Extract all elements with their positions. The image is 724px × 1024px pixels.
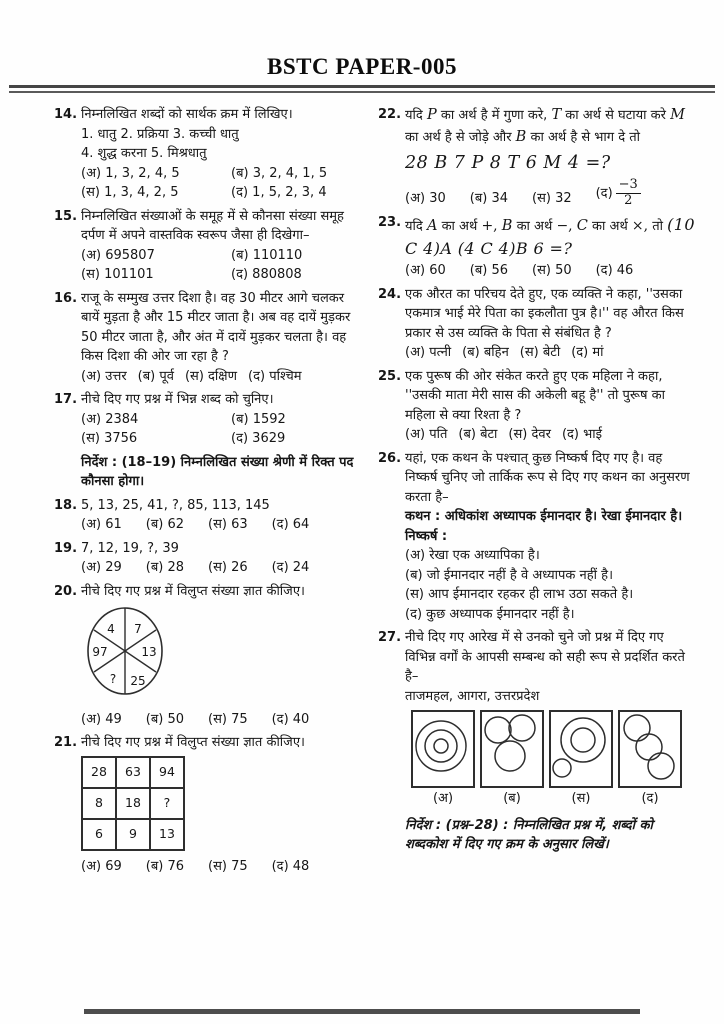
question-text: एक औरत का परिचय देते हुए, एक व्यक्ति ने कहा, ''उसका एकमात्र भाई मेरे पिता का इकलौता पुत्र है।'' वह औरत किस प्रकार से उस व्यक्ति के पिता से संबंधित है ? <box>405 286 684 341</box>
question-number: 22. <box>378 107 402 122</box>
question-number: 25. <box>378 368 402 384</box>
question-22 <box>378 105 696 209</box>
grid-cell: 63 <box>116 757 150 788</box>
header-rule <box>9 85 715 93</box>
question-text <box>405 213 696 262</box>
question-text: नीचे दिए गए प्रश्न में विलुप्त संख्या ज्ञात कीजिए। <box>81 735 305 750</box>
text-segment: का अर्थ है से भाग दे तो <box>530 129 641 145</box>
option-b: (ब) 56 <box>469 263 508 279</box>
option-b: (ब) 1592 <box>231 411 286 427</box>
question-body <box>405 213 696 281</box>
grid-cell: 18 <box>116 788 150 819</box>
question-body <box>81 539 360 578</box>
option-b: (ब) 28 <box>145 560 184 575</box>
question-15 <box>54 207 360 285</box>
question-text: राजू के सम्मुख उत्तर दिशा है। वह 30 मीटर आगे चलकर बायें मुड़ता है और 15 मीटर जाता है। अब वह दायें मुड़कर 50 मीटर जाता है, और अंत में दायें मुड़कर चलता है। वह किस दिशा की ओर जा रहा है ? <box>81 290 351 364</box>
question-text: निम्नलिखित संख्याओं के समूह में से कौनसा संख्या समूह दर्पण में अपने वास्तविक स्वरूप जैसा ही दिखेगा– <box>81 208 344 243</box>
text-segment: का अर्थ <box>516 218 553 234</box>
option-c: (स) 26 <box>208 560 248 575</box>
option-a: (अ) उत्तर <box>81 368 127 384</box>
number-grid <box>81 756 185 851</box>
grid-cell: 94 <box>150 757 184 788</box>
text-segment: का अर्थ से घटाया करे <box>565 108 666 123</box>
math-variable: A <box>426 217 438 234</box>
conclusion-label: निष्कर्ष : <box>405 528 448 544</box>
option-c: (स) 75 <box>208 858 248 874</box>
option-a: (अ) 61 <box>81 517 122 532</box>
options <box>81 367 360 387</box>
question-body <box>405 285 696 363</box>
option-a: (अ) पत्नी <box>405 345 452 361</box>
question-number: 27. <box>378 630 402 646</box>
text-segment: का अर्थ है से जोड़े और <box>405 129 512 145</box>
text-segment: का अर्थ <box>441 218 478 234</box>
right-column <box>378 105 696 880</box>
number-series: 5, 13, 25, 41, ?, 85, 113, 145 <box>81 497 270 513</box>
set-names: ताजमहल, आगरा, उत्तरप्रदेश <box>405 688 540 704</box>
directions-18-19: निर्देश : (18–19) निम्नलिखित संख्या श्रेणी में रिक्त पद कौनसा होगा। <box>81 454 354 489</box>
option-a: (अ) पति <box>405 427 448 443</box>
circle-in-circle-plus-separate-icon <box>551 712 607 782</box>
fraction-numerator: −3 <box>616 178 641 194</box>
question-number: 14. <box>54 107 78 122</box>
option-d: (द) 48 <box>271 858 310 874</box>
question-number: 21. <box>54 735 78 750</box>
option-d: (द) 3629 <box>231 431 286 446</box>
question-body <box>405 628 696 812</box>
grid-cell: 13 <box>150 819 184 850</box>
bottom-rule <box>84 1009 640 1014</box>
question-23 <box>378 213 696 281</box>
options <box>81 164 360 203</box>
venn-label-a: (अ) <box>432 791 454 807</box>
question-number: 23. <box>378 214 402 230</box>
grid-cell: 28 <box>82 757 116 788</box>
options <box>81 857 360 877</box>
venn-option-a <box>411 710 475 788</box>
question-18 <box>54 496 360 535</box>
options <box>405 261 696 281</box>
question-26 <box>378 449 696 625</box>
option-d: (द) पश्चिम <box>248 368 302 384</box>
number-series: 7, 12, 19, ?, 39 <box>81 540 179 556</box>
page-title: BSTC PAPER-005 <box>267 54 457 79</box>
fraction-denominator: 2 <box>624 192 633 208</box>
option-b: (ब) 34 <box>469 191 508 207</box>
option-b: (ब) 110110 <box>231 247 303 263</box>
option-c: (स) 3756 <box>81 431 138 446</box>
option-c: (स) बेटी <box>519 345 561 361</box>
option-a: (अ) 2384 <box>81 411 139 427</box>
grid-cell: 9 <box>116 819 150 850</box>
option-b: (ब) 50 <box>145 711 184 727</box>
math-variable: C <box>576 217 588 234</box>
option-b: (ब) पूर्व <box>137 368 174 384</box>
question-body <box>405 449 696 625</box>
question-body <box>81 390 360 449</box>
option-c: (स) 63 <box>208 517 248 532</box>
option-b: (ब) बहिन <box>462 345 509 361</box>
text-segment: यदि <box>405 218 423 234</box>
concentric-circles-icon <box>413 712 469 782</box>
option-a: (अ) 69 <box>81 858 122 874</box>
math-symbol: +, <box>481 217 498 234</box>
options <box>81 515 360 535</box>
word-list-line: 4. शुद्ध करना 5. मिश्रधातु <box>81 146 207 161</box>
question-body <box>81 733 360 876</box>
question-body <box>81 582 360 730</box>
sector-value: 97 <box>92 645 108 659</box>
option-a: (अ) 60 <box>405 263 446 279</box>
question-number: 26. <box>378 450 402 466</box>
text-segment: तो <box>652 218 664 234</box>
option-d: (द) 24 <box>271 560 310 575</box>
sector-value: ? <box>109 672 117 686</box>
equation: (10 C 4)A (4 C 4)B 6 =? <box>405 214 695 259</box>
equation: 28 B 7 P 8 T 6 M 4 =? <box>405 152 611 173</box>
question-21 <box>54 733 360 876</box>
question-text: नीचे दिए गए प्रश्न में भिन्न शब्द को चुनिए। <box>81 392 274 407</box>
option-c: (स) 50 <box>532 263 572 279</box>
statement: कथन : अधिकांश अध्यापक ईमानदार है। रेखा ईमानदार है। <box>405 509 683 525</box>
sector-value: 25 <box>130 674 146 688</box>
question-number: 18. <box>54 497 78 513</box>
option-d-label: (द) <box>595 185 613 201</box>
text-segment: यदि <box>405 108 423 123</box>
sectored-circle-icon <box>75 604 175 699</box>
chained-overlapping-circles-icon <box>620 712 676 782</box>
options <box>405 343 696 363</box>
question-number: 20. <box>54 583 78 599</box>
math-variable: B <box>515 128 527 145</box>
venn-option-b <box>480 710 544 788</box>
venn-label-c: (स) <box>571 791 591 807</box>
question-text: नीचे दिए गए आरेख में से उनको चुने जो प्रश्न में दिए गए विभिन्न वर्गों के आपसी सम्बन्ध को सही रूप से प्रदर्शित करते है– <box>405 630 685 685</box>
option-a: (अ) 695807 <box>81 247 155 263</box>
question-19 <box>54 539 360 578</box>
venn-label-b: (ब) <box>503 791 521 807</box>
three-touching-circles-icon <box>482 712 538 782</box>
question-20 <box>54 582 360 730</box>
option-a: (अ) 29 <box>81 560 122 575</box>
question-number: 16. <box>54 290 78 306</box>
math-variable: P <box>426 107 437 123</box>
option-b: (ब) 62 <box>145 517 184 532</box>
options <box>81 410 360 449</box>
grid-cell: 6 <box>82 819 116 850</box>
option-d: (द) 40 <box>271 711 310 727</box>
option-c: (स) देवर <box>508 427 551 443</box>
option-c: (स) 1, 3, 4, 2, 5 <box>81 185 179 200</box>
option-b: (ब) जो ईमानदार नहीं है वे अध्यापक नहीं है। <box>405 567 613 583</box>
option-a: (अ) 1, 3, 2, 4, 5 <box>81 165 180 181</box>
option-a: (अ) 49 <box>81 711 122 727</box>
venn-option-c <box>549 710 613 788</box>
options <box>405 178 696 209</box>
question-body <box>81 496 360 535</box>
venn-labels <box>411 789 696 809</box>
venn-option-d <box>618 710 682 788</box>
question-body <box>405 105 696 209</box>
question-text: नीचे दिए गए प्रश्न में विलुप्त संख्या ज्ञात कीजिए। <box>81 583 305 599</box>
question-number: 17. <box>54 392 78 407</box>
text-segment: का अर्थ <box>592 218 628 234</box>
question-body <box>81 289 360 387</box>
options <box>81 246 360 285</box>
venn-figures <box>411 710 696 788</box>
question-text <box>405 105 696 149</box>
question-body <box>405 367 696 445</box>
option-d: (द) 880808 <box>231 267 302 282</box>
option-d: (द) कुछ अध्यापक ईमानदार नहीं है। <box>405 606 575 622</box>
option-c: (स) 32 <box>532 191 572 207</box>
options <box>81 558 360 578</box>
option-d: (द) 46 <box>595 263 634 279</box>
sector-value: 7 <box>134 622 142 636</box>
question-16 <box>54 289 360 387</box>
math-variable: B <box>501 217 513 234</box>
fraction <box>616 178 641 209</box>
question-text: यहां, एक कथन के पश्चात् कुछ निष्कर्ष दिए गए है। वह निष्कर्ष चुनिए जो तार्किक रूप से दिए गए कथन का अनुसरण करता है– <box>405 450 690 505</box>
question-number: 15. <box>54 208 78 224</box>
content-columns <box>0 93 724 880</box>
option-d <box>596 178 641 209</box>
math-symbol: ×, <box>631 217 649 234</box>
option-c: (स) आप ईमानदार रहकर ही लाभ उठा सकते है। <box>405 587 634 603</box>
question-text: निम्नलिखित शब्दों को सार्थक क्रम में लिखिए। <box>81 107 293 122</box>
sector-value: 4 <box>107 622 115 636</box>
option-d: (द) भाई <box>561 427 603 443</box>
word-list-line: 1. धातु 2. प्रक्रिया 3. कच्ची धातु <box>81 126 239 142</box>
question-body <box>81 105 360 203</box>
option-d: (द) मां <box>571 345 604 361</box>
math-variable: M <box>670 107 685 123</box>
option-b: (ब) बेटा <box>458 427 498 443</box>
option-c: (स) 75 <box>208 711 248 727</box>
sector-value: 13 <box>141 645 157 659</box>
option-a: (अ) 30 <box>405 191 446 207</box>
question-24 <box>378 285 696 363</box>
venn-label-d: (द) <box>641 791 659 807</box>
option-d: (द) 1, 5, 2, 3, 4 <box>231 185 327 200</box>
grid-cell: 8 <box>82 788 116 819</box>
directions-28: निर्देश : (प्रश्न–28) : निम्नलिखित प्रश्न में, शब्दों को शब्दकोश में दिए गए क्रम के अनुसार लिखें। <box>405 817 653 853</box>
option-c: (स) 101101 <box>81 267 154 282</box>
text-segment: का अर्थ है में गुणा करे, <box>440 108 548 123</box>
question-body <box>81 207 360 285</box>
question-17 <box>54 390 360 449</box>
option-a: (अ) रेखा एक अध्यापिका है। <box>405 548 540 564</box>
circle-figure <box>75 604 360 706</box>
options <box>405 425 696 445</box>
grid-cell: ? <box>150 788 184 819</box>
math-symbol: −, <box>556 217 573 234</box>
options <box>81 710 360 730</box>
question-25 <box>378 367 696 445</box>
question-number: 24. <box>378 286 402 302</box>
question-text: एक पुरूष की ओर संकेत करते हुए एक महिला ने कहा, ''उसकी माता मेरी सास की अकेली बहू है'' तो पुरूष का महिला से क्या रिश्ता है ? <box>405 368 666 423</box>
question-27 <box>378 628 696 812</box>
left-column <box>54 105 360 880</box>
math-variable: T <box>551 107 562 123</box>
option-d: (द) 64 <box>271 517 310 532</box>
page-header <box>0 0 724 80</box>
option-b: (ब) 3, 2, 4, 1, 5 <box>231 165 328 181</box>
question-14 <box>54 105 360 203</box>
question-number: 19. <box>54 540 78 556</box>
option-c: (स) दक्षिण <box>184 368 238 384</box>
option-b: (ब) 76 <box>145 858 184 874</box>
